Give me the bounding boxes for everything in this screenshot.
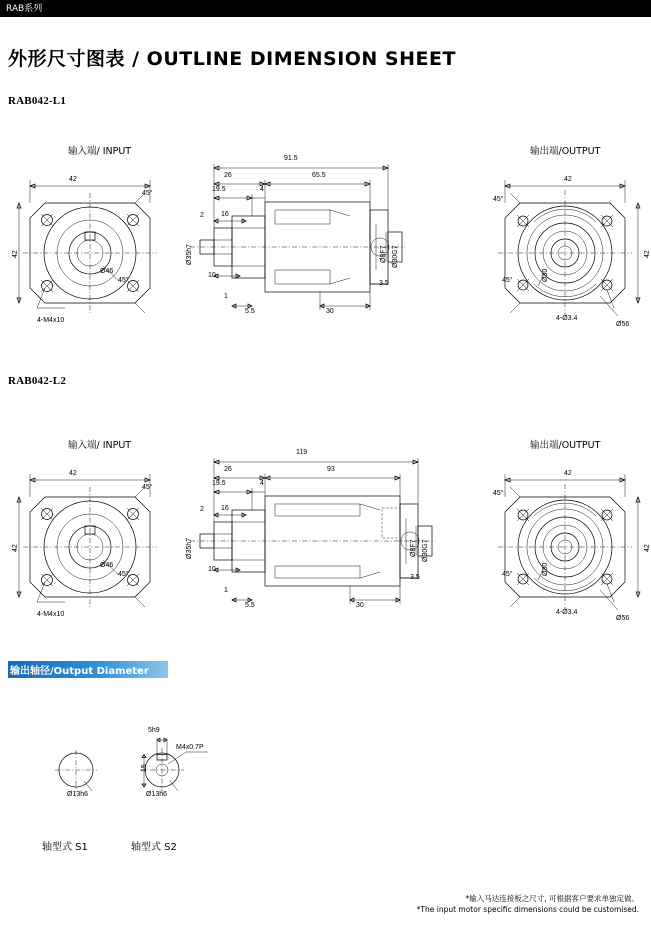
dim-l2-input-angle1: 45° bbox=[142, 484, 153, 491]
dim-l1-input-bolt-circle: Ø46 bbox=[100, 268, 114, 275]
dim-l2-output-height: 42 bbox=[644, 544, 651, 552]
dim-l1-body-len: 65.5 bbox=[312, 172, 326, 179]
shaft-s2-caption: 轴型式 S2 bbox=[131, 842, 177, 853]
drawing-output-view-l2 bbox=[490, 462, 650, 627]
dim-l2-input-hole-note: 4-M4x10 bbox=[37, 611, 65, 618]
dim-l1-input-angle2: 45° bbox=[118, 277, 129, 284]
dim-l1-output-height: 42 bbox=[644, 250, 651, 258]
dim-l2-input-height: 42 bbox=[12, 544, 19, 552]
dim-l2-input-bolt-circle: Ø46 bbox=[100, 562, 114, 569]
dim-l2-10: 10 bbox=[208, 566, 216, 573]
shaft-s1-caption: 轴型式 S1 bbox=[42, 842, 88, 853]
dim-l2-4: 4 bbox=[260, 480, 264, 487]
dim-l1-3-5: 3.5 bbox=[379, 280, 389, 287]
dim-l2-total-length: 119 bbox=[296, 449, 308, 456]
model-title-l2: RAB042-L2 bbox=[8, 375, 67, 387]
dim-l2-output-angle2: 45° bbox=[502, 571, 513, 578]
dim-l1-2: 2 bbox=[200, 212, 204, 219]
header-rule bbox=[0, 16, 651, 17]
shaft-s1-diameter: Ø13h6 bbox=[67, 791, 89, 798]
output-diameter-banner-label: 输出轴径/Output Diameter bbox=[10, 666, 149, 677]
dim-l1-input-hole-note: 4-M4x10 bbox=[37, 317, 65, 324]
footnote-line-1: *输入马达连接板之尺寸, 可根据客户要求单独定做。 bbox=[465, 894, 639, 903]
dim-l2-3-5: 3.5 bbox=[410, 574, 420, 581]
dim-l1-input-height: 42 bbox=[12, 250, 19, 258]
dim-l2-16: 16 bbox=[221, 505, 229, 512]
dim-l1-10: 10 bbox=[208, 272, 216, 279]
drawing-side-view-l2 bbox=[190, 452, 435, 627]
shaft-s2-thread: M4x0.7P bbox=[176, 744, 204, 751]
dim-l2-body-len: 93 bbox=[327, 466, 335, 473]
drawing-output-view-l1 bbox=[490, 168, 650, 333]
footnote-line-2: *The input motor specific dimensions could be customised. bbox=[416, 905, 639, 914]
dim-l2-front-len: 26 bbox=[224, 466, 232, 473]
dim-l2-output-bolt-circle: Ø30 bbox=[542, 562, 549, 576]
dim-l1-30: 30 bbox=[326, 308, 334, 315]
header-bar bbox=[0, 0, 651, 16]
output-label-l2: 输出端/OUTPUT bbox=[530, 440, 601, 451]
dim-l2-input-angle2: 45° bbox=[118, 571, 129, 578]
shaft-s2-key-width: 5h9 bbox=[148, 727, 160, 734]
shaft-s2-diameter: Ø13h6 bbox=[146, 791, 168, 798]
dim-l1-shaft-in: Ø35h7 bbox=[186, 243, 193, 265]
dim-l1-shaft-out1: Ø8F7 bbox=[380, 245, 387, 263]
dim-l1-output-hole-note: 4-Ø3.4 bbox=[556, 315, 578, 322]
header-series-label: RAB系列 bbox=[6, 4, 43, 14]
dim-l1-5-5: 5.5 bbox=[245, 308, 255, 315]
dim-l1-input-width: 42 bbox=[69, 176, 77, 183]
dim-l2-19-5: 19.5 bbox=[212, 480, 226, 487]
dim-l2-input-width: 42 bbox=[69, 470, 77, 477]
dim-l2-output-angle1: 45° bbox=[493, 490, 504, 497]
dim-l2-shaft-in: Ø35h7 bbox=[186, 537, 193, 559]
dim-l2-output-outer-dia: Ø56 bbox=[616, 615, 630, 622]
dim-l1-output-angle2: 45° bbox=[502, 277, 513, 284]
dim-l1-front-len: 26 bbox=[224, 172, 232, 179]
page-title: 外形尺寸图表 / OUTLINE DIMENSION SHEET bbox=[8, 48, 456, 70]
dim-l1-19-5: 19.5 bbox=[212, 186, 226, 193]
dim-l1-output-outer-dia: Ø56 bbox=[616, 321, 630, 328]
dim-l2-30: 30 bbox=[356, 602, 364, 609]
dim-l2-1: 1 bbox=[224, 587, 228, 594]
model-title-l1: RAB042-L1 bbox=[8, 95, 67, 107]
dim-l1-output-width: 42 bbox=[564, 176, 572, 183]
dim-l2-shaft-out1: Ø8F7 bbox=[410, 539, 417, 557]
dim-l2-output-hole-note: 4-Ø3.4 bbox=[556, 609, 578, 616]
shaft-s2-key-height: 15 bbox=[141, 764, 148, 772]
dim-l1-total-length: 91.5 bbox=[284, 155, 298, 162]
input-label-l2: 输入端/ INPUT bbox=[68, 440, 132, 451]
dim-l1-16: 16 bbox=[221, 211, 229, 218]
drawing-side-view-l1 bbox=[190, 158, 405, 333]
dim-l1-output-angle1: 45° bbox=[493, 196, 504, 203]
dim-l2-2: 2 bbox=[200, 506, 204, 513]
dim-l1-shaft-out2: Ø30G7 bbox=[392, 245, 399, 268]
input-label-l1: 输入端/ INPUT bbox=[68, 146, 132, 157]
dim-l2-5-5: 5.5 bbox=[245, 602, 255, 609]
output-label-l1: 输出端/OUTPUT bbox=[530, 146, 601, 157]
dim-l1-1: 1 bbox=[224, 293, 228, 300]
drawing-shaft-s1 bbox=[52, 748, 112, 808]
dim-l1-output-bolt-circle: Ø30 bbox=[542, 268, 549, 282]
dim-l1-input-angle1: 45° bbox=[142, 190, 153, 197]
dim-l1-4: 4 bbox=[260, 186, 264, 193]
dim-l2-shaft-out2: Ø30G7 bbox=[422, 539, 429, 562]
dim-l2-output-width: 42 bbox=[564, 470, 572, 477]
